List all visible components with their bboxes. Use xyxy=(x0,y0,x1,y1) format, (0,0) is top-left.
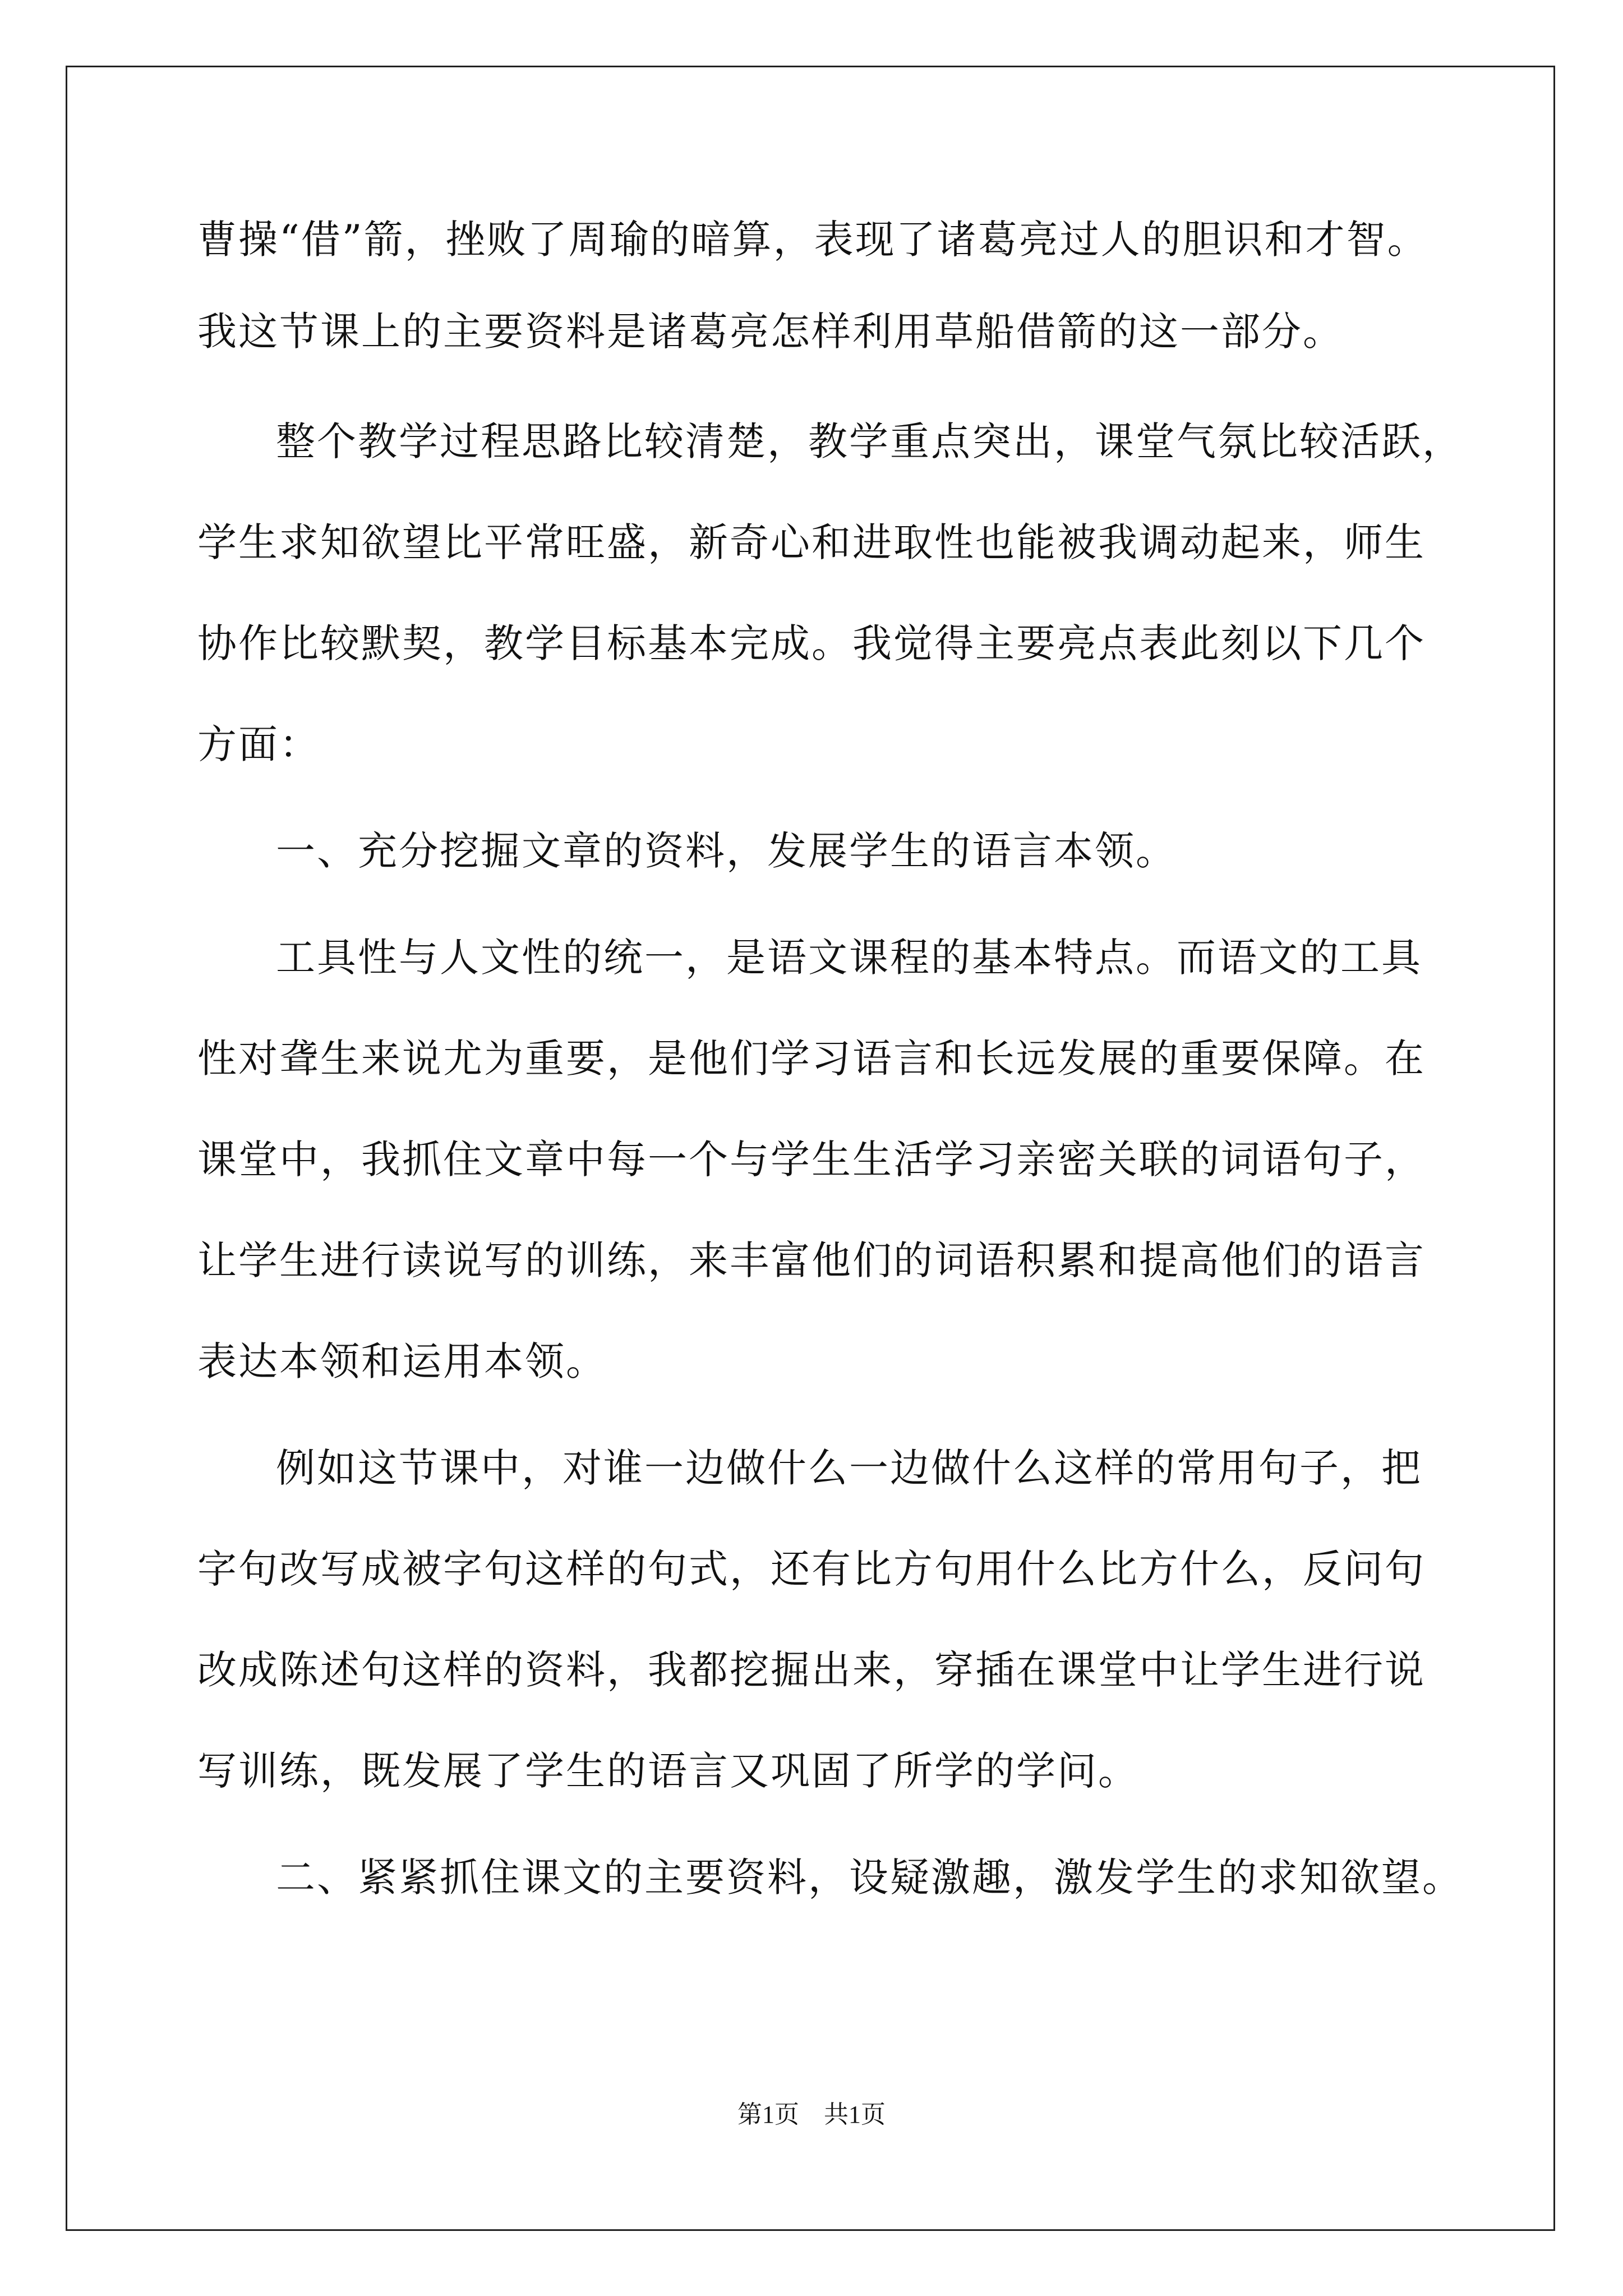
section-heading: 二、紧紧抓住课文的主要资料，设疑激趣，激发学生的求知欲望。 xyxy=(276,1855,1463,1901)
text-line: 曹操“借”箭，挫败了周瑜的暗算，表现了诸葛亮过人的胆识和才智。 xyxy=(197,217,1428,263)
text-line: 我这节课上的主要资料是诸葛亮怎样利用草船借箭的这一部分。 xyxy=(197,309,1344,355)
text-line: 字句改写成被字句这样的句式，还有比方句用什么比方什么，反问句 xyxy=(197,1546,1426,1592)
text-line: 写训练，既发展了学生的语言又巩固了所学的学问。 xyxy=(197,1748,1139,1794)
section-heading: 一、充分挖掘文章的资料，发展学生的语言本领。 xyxy=(276,828,1177,874)
text-line: 方面： xyxy=(197,721,320,767)
text-line: 性对聋生来说尤为重要，是他们学习语言和长远发展的重要保障。在 xyxy=(197,1036,1426,1082)
text-line: 协作比较默契，教学目标基本完成。我觉得主要亮点表此刻以下几个 xyxy=(197,620,1426,666)
paragraph-start-line: 整个教学过程思路比较清楚，教学重点突出，课堂气氛比较活跃， xyxy=(276,418,1463,464)
text-line: 课堂中，我抓住文章中每一个与学生生活学习亲密关联的词语句子， xyxy=(197,1137,1426,1182)
text-line: 改成陈述句这样的资料，我都挖掘出来，穿插在课堂中让学生进行说 xyxy=(197,1647,1426,1693)
text-line: 表达本领和运用本领。 xyxy=(197,1338,607,1384)
text-line: 学生求知欲望比平常旺盛，新奇心和进取性也能被我调动起来，师生 xyxy=(197,519,1426,565)
paragraph-start-line: 例如这节课中，对谁一边做什么一边做什么这样的常用句子，把 xyxy=(276,1445,1422,1491)
text-line: 让学生进行读说写的训练，来丰富他们的词语积累和提高他们的语言 xyxy=(197,1237,1426,1283)
paragraph-start-line: 工具性与人文性的统一，是语文课程的基本特点。而语文的工具 xyxy=(276,935,1422,981)
page-number: 第1页 共1页 xyxy=(737,2101,886,2128)
